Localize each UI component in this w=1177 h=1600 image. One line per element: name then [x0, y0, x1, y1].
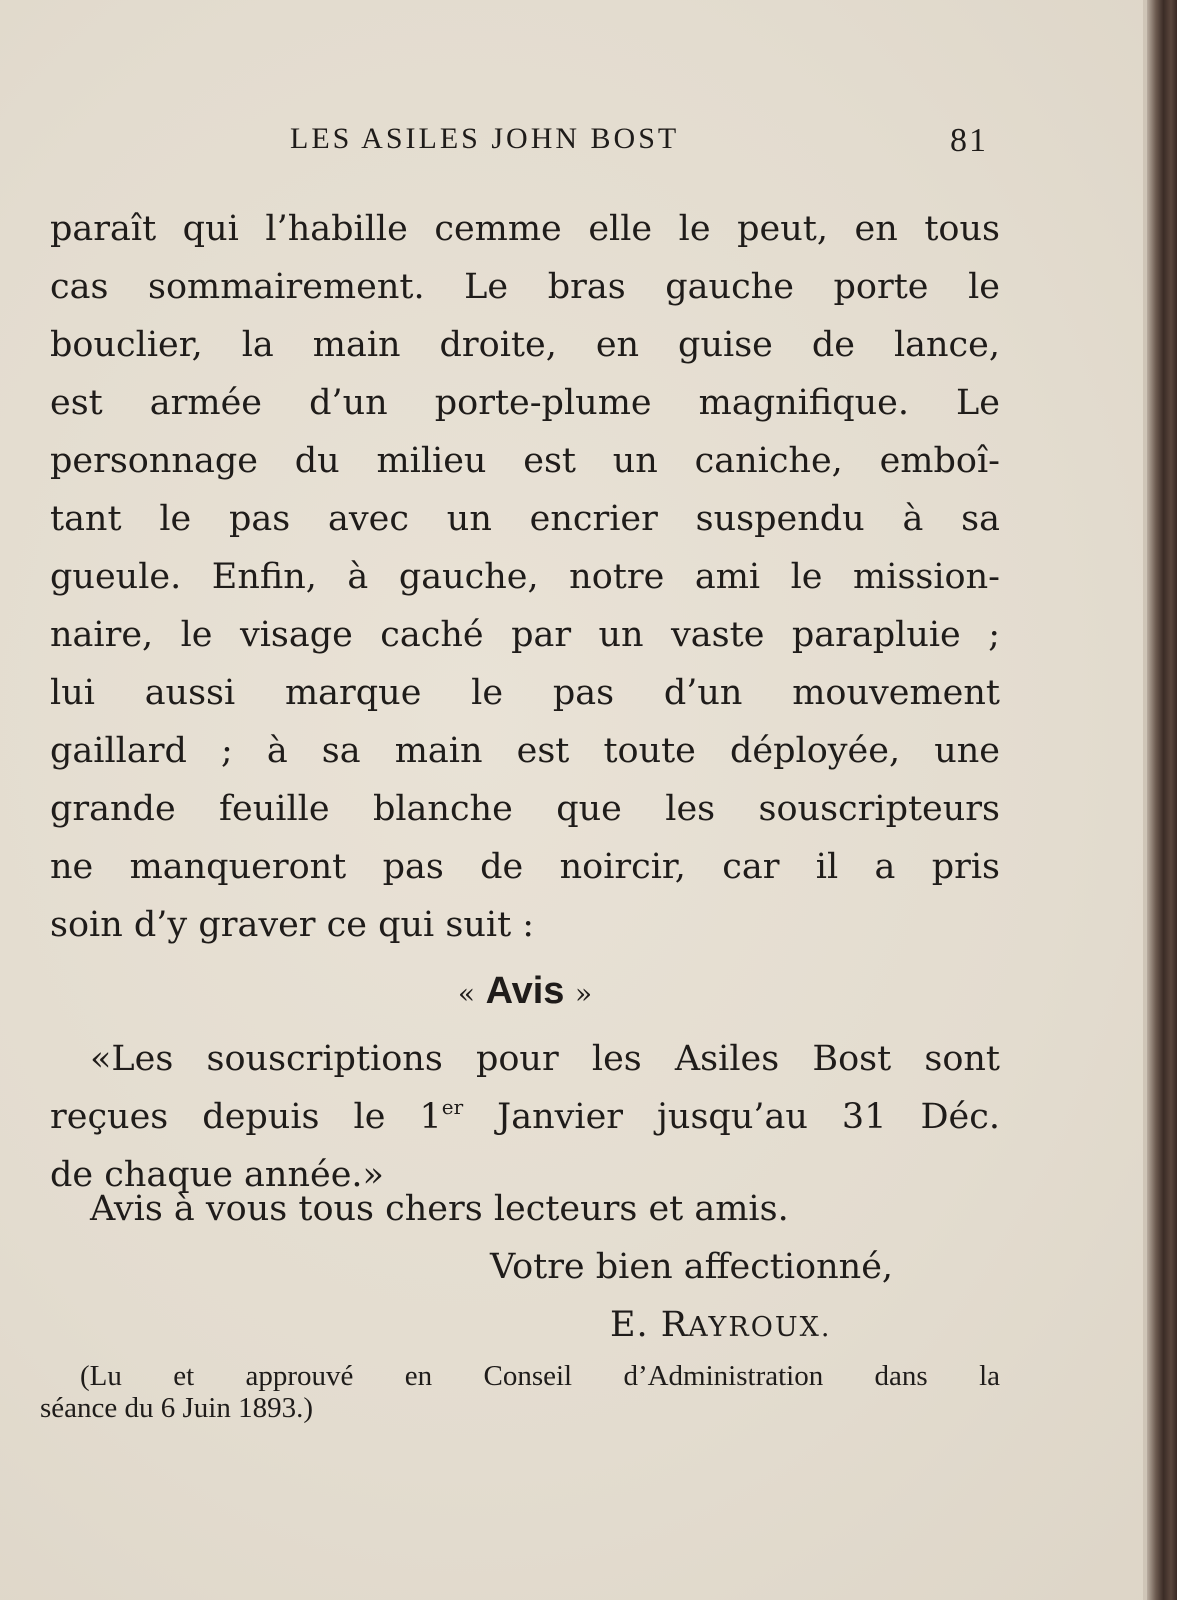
body-line: naire, le visage caché par un vaste parapluie ; — [50, 615, 1000, 655]
body-line: bouclier, la main droite, en guise de lance, — [50, 325, 1000, 365]
notice-line: de chaque année.» — [50, 1155, 384, 1195]
footnote — [40, 1360, 1000, 1424]
body-line: cas sommairement. Le bras gauche porte le — [50, 267, 1000, 307]
body-text — [50, 200, 1000, 954]
avis-heading — [50, 970, 1000, 1013]
page-number: 81 — [950, 122, 988, 159]
footnote-line: (Lu et approuvé en Conseil d’Administration dans la — [80, 1360, 1000, 1392]
notice-line2-start: reçues depuis le 1 — [50, 1097, 442, 1137]
salutation: Votre bien affectionné, — [490, 1247, 894, 1287]
body-line: est armée d’un porte-plume magnifique. Le — [50, 383, 1000, 423]
signature-surname: AYROUX. — [688, 1312, 832, 1343]
body-line: soin d’y graver ce qui suit : — [50, 905, 535, 945]
body-line: lui aussi marque le pas d’un mouvement — [50, 673, 1000, 713]
avis-open-quote: « — [457, 977, 475, 1010]
footnote-line: séance du 6 Juin 1893.) — [40, 1392, 314, 1424]
notice-line2-end: Janvier jusqu’au 31 Déc. — [463, 1097, 1000, 1137]
body-line: tant le pas avec un encrier suspendu à sa — [50, 499, 1000, 539]
book-spine-edge — [1147, 0, 1177, 1600]
ordinal-superscript: er — [441, 1095, 464, 1119]
body-line: personnage du milieu est un caniche, emboî- — [50, 441, 1000, 481]
body-line: paraît qui l’habille cemme elle le peut, en tous — [50, 209, 1000, 249]
body-line: ne manqueront pas de noircir, car il a pris — [50, 847, 1000, 887]
signature-name — [610, 1296, 831, 1357]
signature-initial: E. R — [610, 1305, 689, 1345]
running-title: LES ASILES JOHN BOST — [290, 122, 680, 155]
notice-quote — [50, 1030, 1000, 1204]
avis-close-quote: » — [574, 977, 593, 1010]
notice-line: «Les souscriptions pour les Asiles Bost sont — [90, 1039, 1000, 1079]
body-line: gaillard ; à sa main est toute déployée, une — [50, 731, 1000, 771]
notice-line — [50, 1088, 1000, 1146]
body-line: grande feuille blanche que les souscripteurs — [50, 789, 1000, 829]
body-line: gueule. Enfin, à gauche, notre ami le mission- — [50, 557, 1000, 597]
avis-word: Avis — [485, 970, 565, 1012]
closing-line: Avis à vous tous chers lecteurs et amis. — [90, 1189, 789, 1229]
